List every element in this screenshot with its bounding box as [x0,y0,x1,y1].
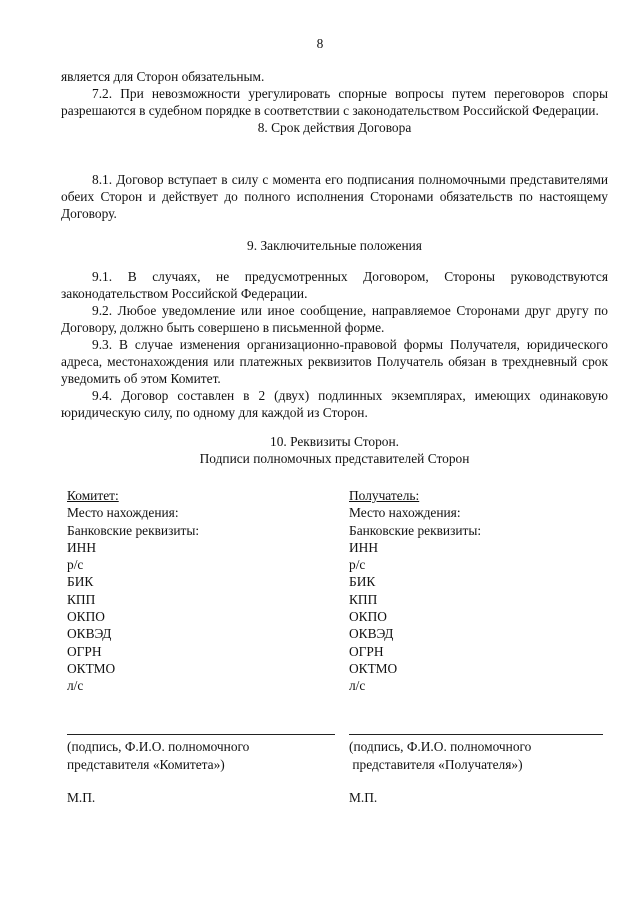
recipient-bank-label: Банковские реквизиты: [349,522,482,538]
section-8-heading: 8. Срок действия Договора [257,120,412,135]
recipient-signature-caption-line1: (подпись, Ф.И.О. полномочного [349,739,532,754]
committee-title: Комитет: [67,488,119,503]
paragraph-9-4: 9.4. Договор составлен в 2 (двух) подлинных экземплярах, имеющих одинаковую юридическую силу, по одному для каждой из Сторон. [61,388,608,420]
paragraph-9-3: 9.3. В случае изменения организационно-правовой формы Получателя, юридического адреса, местонахождения или платежных реквизитов Получатель обязан в трехдневный срок уведомить об этом Комитет. [61,337,608,386]
committee-signature-caption-line1: (подпись, Ф.И.О. полномочного [67,739,250,754]
recipient-kpp-label: КПП [349,591,378,607]
recipient-signature-caption-line2: представителя «Получателя») [349,757,523,772]
section-10-subheading: Подписи полномочных представителей Сторон [199,451,470,466]
recipient-ogrn-label: ОГРН [349,643,384,659]
section-10-heading: 10. Реквизиты Сторон. [270,434,399,449]
section-9-heading: 9. Заключительные положения [247,238,422,253]
committee-oktmo-label: ОКТМО [67,660,116,676]
document-body [61,68,608,136]
recipient-okved-label: ОКВЭД [349,626,394,642]
recipient-title: Получатель: [349,488,420,503]
committee-kpp-label: КПП [67,591,96,607]
recipient-stamp-label: М.П. [349,790,378,805]
recipient-bik-label: БИК [349,574,376,590]
paragraph-9-1: 9.1. В случаях, не предусмотренных Договором, Стороны руководствуются законодательством Российской Федерации. [61,269,608,301]
recipient-rs-label: р/с [349,557,366,573]
committee-bank-label: Банковские реквизиты: [67,522,200,538]
section-9-heading-block [61,237,608,254]
committee-ogrn-label: ОГРН [67,643,102,659]
committee-ls-label: л/с [67,678,84,694]
recipient-oktmo-label: ОКТМО [349,660,398,676]
paragraph-7-1-end: является для Сторон обязательным. [61,69,265,84]
committee-signature-caption-line2: представителя «Комитета») [67,757,225,772]
recipient-signature-caption [349,738,531,774]
page-number: 8 [316,36,324,51]
committee-rs-label: р/с [67,557,84,573]
recipient-location-label: Место нахождения: [349,505,461,521]
committee-inn-label: ИНН [67,539,97,555]
committee-okpo-label: ОКПО [67,609,105,625]
section-8-body [61,171,608,222]
committee-stamp-label: М.П. [67,790,96,805]
paragraph-9-2: 9.2. Любое уведомление или иное сообщение, направляемое Сторонами друг другу по Договору, должно быть совершено в письменной форме. [61,303,608,335]
section-10-heading-block [61,433,608,467]
recipient-okpo-label: ОКПО [349,609,387,625]
committee-signature-line [67,734,335,735]
committee-details [67,487,307,695]
paragraph-8-1: 8.1. Договор вступает в силу с момента его подписания полномочными представителями обеих Сторон и действует до полного исполнения Сторонами обязательств по настоящему Договору. [61,172,608,221]
committee-bik-label: БИК [67,574,94,590]
recipient-ls-label: л/с [349,678,366,694]
recipient-signature-line [349,734,603,735]
paragraph-7-2: 7.2. При невозможности урегулировать спорные вопросы путем переговоров споры разрешаются в судебном порядке в соответствии с законодательством Российской Федерации. [61,86,608,118]
recipient-details [349,487,589,695]
committee-signature-caption [67,738,249,774]
committee-location-label: Место нахождения: [67,505,179,521]
committee-okved-label: ОКВЭД [67,626,112,642]
section-9-body [61,268,608,421]
recipient-inn-label: ИНН [349,539,379,555]
